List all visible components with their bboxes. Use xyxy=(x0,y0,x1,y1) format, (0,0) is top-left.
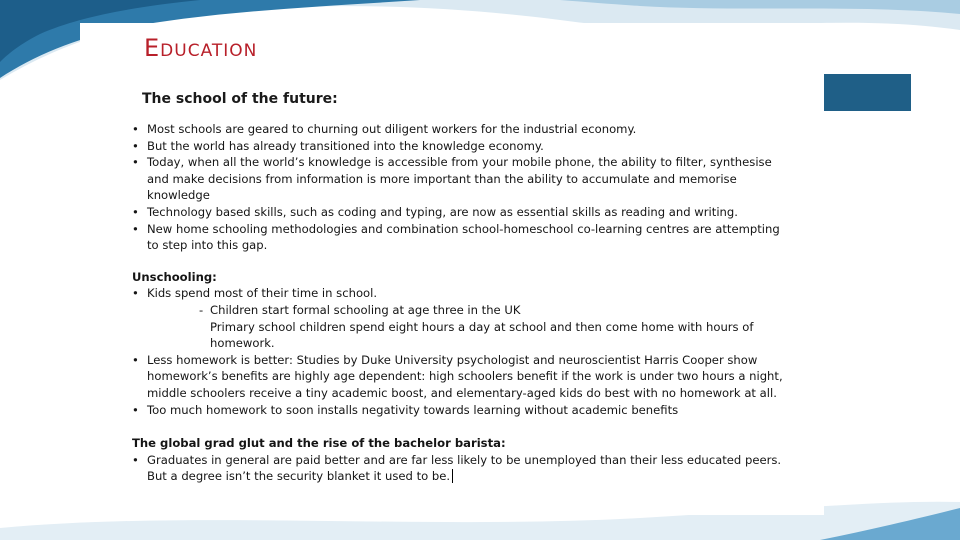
accent-box xyxy=(822,74,911,111)
bullet-item: • Today, when all the world’s knowledge is accessible from your mobile phone, the ability to filter, synthesise and make decisions from information is more important than the ability to accumulate and memorise knowledge xyxy=(132,155,772,203)
section-heading-grad-glut: The global grad glut and the rise of the bachelor barista: xyxy=(132,436,506,451)
bullet-item: • New home schooling methodologies and combination school-homeschool co-learning centres are attempting to step into this gap. xyxy=(132,221,780,253)
bullet-item: • Too much homework to soon installs negativity towards learning without academic benefits xyxy=(132,402,679,417)
bullet-item: • Technology based skills, such as coding and typing, are now as essential skills as reading and writing. xyxy=(132,204,738,219)
sub-item: Primary school children spend eight hours a day at school and then come home with hours of homework. xyxy=(210,319,754,351)
section-heading-school-future: The school of the future: xyxy=(142,91,338,107)
bullet-item: • Graduates in general are paid better and are far less likely to be unemployed than their less educated peers. But a degree isn’t the security blanket it used to be. xyxy=(132,452,782,484)
slide-title: Education xyxy=(144,34,258,62)
document-page xyxy=(80,23,824,515)
document-body xyxy=(132,121,792,485)
bullet-item: • Kids spend most of their time in school. xyxy=(132,286,378,301)
text-cursor xyxy=(452,469,453,483)
sub-item: - Children start formal schooling at age three in the UK xyxy=(199,302,521,317)
bullet-item: • Less homework is better: Studies by Duke University psychologist and neuroscientist Harris Cooper show homework’s benefits are highly age dependent: high schoolers benefit if the work is under two hours a night, middle schoolers receive a tiny academic boost, and elementary-aged kids do best with no homework at all. xyxy=(132,352,783,400)
section-heading-unschooling: Unschooling: xyxy=(132,269,217,284)
bullet-item: • But the world has already transitioned into the knowledge economy. xyxy=(132,138,544,153)
bullet-item: • Most schools are geared to churning out diligent workers for the industrial economy. xyxy=(132,122,637,136)
